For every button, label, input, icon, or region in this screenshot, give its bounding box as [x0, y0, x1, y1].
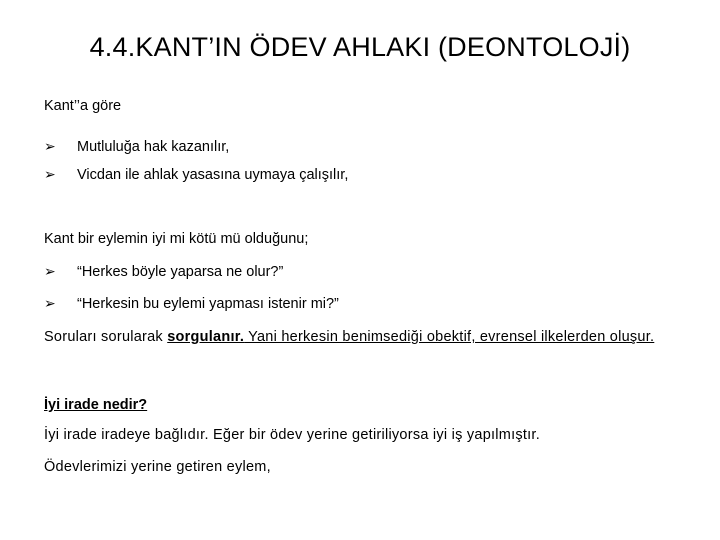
intro-text: Kant’’a göre: [44, 98, 122, 114]
bullet-item: [44, 165, 348, 184]
arrow-bullet-icon: ➢: [44, 138, 56, 154]
bullet-text: Vicdan ile ahlak yasasına uymaya çalışılır,: [77, 167, 349, 183]
bullet-item: [44, 294, 339, 313]
arrow-bullet-icon: ➢: [44, 263, 56, 279]
bullet-text: Mutluluğa hak kazanılır,: [77, 139, 230, 155]
intro-text: Kant bir eylemin iyi mi kötü mü olduğunu;: [44, 231, 309, 247]
bullet-text: “Herkesin bu eylemi yapması istenir mi?”: [77, 296, 339, 312]
paragraph: [44, 328, 654, 346]
slide-title: 4.4.KANT’IN ÖDEV AHLAKI (DEONTOLOJİ): [89, 32, 631, 62]
arrow-bullet-icon: ➢: [44, 295, 56, 311]
bullet-text: “Herkes böyle yaparsa ne olur?”: [77, 264, 284, 280]
answer-text: İyi irade iradeye bağlıdır. Eğer bir ödev yerine getiriliyorsa iyi iş yapılmıştır.: [44, 427, 540, 443]
emphasis-text: sorgulanır.: [167, 329, 245, 345]
question-heading: İyi irade nedir?: [44, 397, 148, 413]
paragraph-text: Soruları sorularak: [44, 329, 168, 345]
bullet-item: [44, 262, 283, 281]
bullet-item: [44, 137, 229, 156]
paragraph-text: Yani herkesin benimsediği obektif, evrensel ilkelerden oluşur.: [244, 329, 655, 345]
closing-text: Ödevlerimizi yerine getiren eylem,: [44, 459, 271, 475]
arrow-bullet-icon: ➢: [44, 166, 56, 182]
